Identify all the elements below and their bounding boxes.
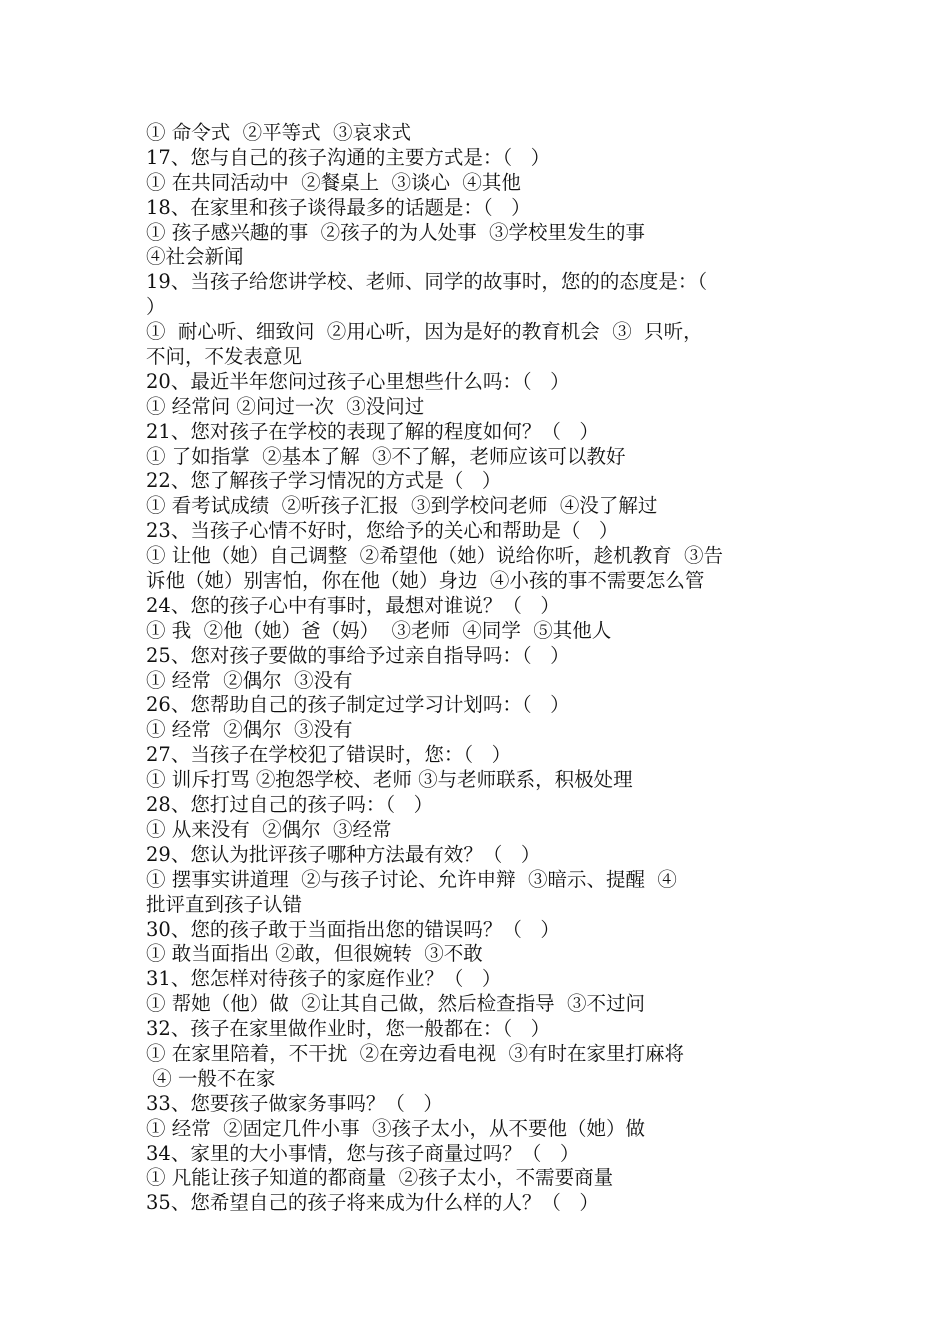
- options-30: ① 敢当面指出 ②敢，但很婉转 ③不敢: [146, 942, 483, 966]
- options-27: ① 训斥打骂 ②抱怨学校、老师 ③与老师联系，积极处理: [146, 768, 633, 792]
- options-20: ① 经常问 ②问过一次 ③没问过: [146, 394, 425, 418]
- question-19: 19、当孩子给您讲学校、老师、同学的故事时，您的的态度是：（: [146, 270, 708, 294]
- question-25: 25、您对孩子要做的事给予过亲自指导吗：（ ）: [146, 643, 570, 667]
- options-34: ① 凡能让孩子知道的都商量 ②孩子太小，不需要商量: [146, 1166, 614, 1190]
- options-19: ① 耐心听、细致问 ②用心听，因为是好的教育机会 ③ 只听，: [146, 320, 703, 344]
- options-25: ① 经常 ②偶尔 ③没有: [146, 668, 353, 692]
- question-18: 18、在家里和孩子谈得最多的话题是：（ ）: [146, 195, 531, 219]
- options-23: ① 让他（她）自己调整 ②希望他（她）说给你听，趁机教育 ③告: [146, 544, 723, 568]
- question-26: 26、您帮助自己的孩子制定过学习计划吗：（ ）: [146, 693, 570, 717]
- question-34: 34、家里的大小事情，您与孩子商量过吗？（ ）: [146, 1141, 580, 1165]
- question-33: 33、您要孩子做家务事吗？（ ）: [146, 1091, 443, 1115]
- options-22: ① 看考试成绩 ②听孩子汇报 ③到学校问老师 ④没了解过: [146, 494, 658, 518]
- options-32: ① 在家里陪着，不干扰 ②在旁边看电视 ③有时在家里打麻将: [146, 1041, 684, 1065]
- question-19-cont: ）: [146, 295, 166, 319]
- question-20: 20、最近半年您问过孩子心里想些什么吗：（ ）: [146, 369, 570, 393]
- options-17: ① 在共同活动中 ②餐桌上 ③谈心 ④其他: [146, 170, 521, 194]
- question-24: 24、您的孩子心中有事时，最想对谁说？（ ）: [146, 593, 560, 617]
- question-27: 27、当孩子在学校犯了错误时，您：（ ）: [146, 743, 512, 767]
- question-22: 22、您了解孩子学习情况的方式是（ ）: [146, 469, 502, 493]
- options-32-cont: ④ 一般不在家: [146, 1066, 276, 1090]
- options-18: ① 孩子感兴趣的事 ②孩子的为人处事 ③学校里发生的事: [146, 220, 645, 244]
- question-17: 17、您与自己的孩子沟通的主要方式是：（ ）: [146, 145, 551, 169]
- question-21: 21、您对孩子在学校的表现了解的程度如何？（ ）: [146, 419, 599, 443]
- question-32: 32、孩子在家里做作业时，您一般都在：（ ）: [146, 1017, 551, 1041]
- questionnaire-text: [146, 121, 816, 1216]
- options-19-cont: 不问，不发表意见: [146, 345, 303, 369]
- question-31: 31、您怎样对待孩子的家庭作业？（ ）: [146, 967, 502, 991]
- question-23: 23、当孩子心情不好时，您给予的关心和帮助是（ ）: [146, 519, 619, 543]
- options-29: ① 摆事实讲道理 ②与孩子讨论、允许申辩 ③暗示、提醒 ④: [146, 867, 677, 891]
- options-23-cont: 诉他（她）别害怕，你在他（她）身边 ④小孩的事不需要怎么管: [146, 569, 705, 593]
- question-35: 35、您希望自己的孩子将来成为什么样的人？（ ）: [146, 1191, 599, 1215]
- options-33: ① 经常 ②固定几件小事 ③孩子太小，从不要他（她）做: [146, 1116, 645, 1140]
- options-24: ① 我 ②他（她）爸（妈） ③老师 ④同学 ⑤其他人: [146, 618, 612, 642]
- question-29: 29、您认为批评孩子哪种方法最有效？（ ）: [146, 842, 541, 866]
- question-28: 28、您打过自己的孩子吗：（ ）: [146, 793, 434, 817]
- options-29-cont: 批评直到孩子认错: [146, 892, 303, 916]
- options-26: ① 经常 ②偶尔 ③没有: [146, 718, 353, 742]
- text-line: ① 命令式 ②平等式 ③哀求式: [146, 121, 411, 144]
- options-21: ① 了如指掌 ②基本了解 ③不了解，老师应该可以教好: [146, 444, 626, 468]
- options-18-cont: ④社会新闻: [146, 245, 244, 269]
- options-28: ① 从来没有 ②偶尔 ③经常: [146, 817, 392, 841]
- question-30: 30、您的孩子敢于当面指出您的错误吗？（ ）: [146, 917, 560, 941]
- options-31: ① 帮她（他）做 ②让其自己做，然后检查指导 ③不过问: [146, 992, 645, 1016]
